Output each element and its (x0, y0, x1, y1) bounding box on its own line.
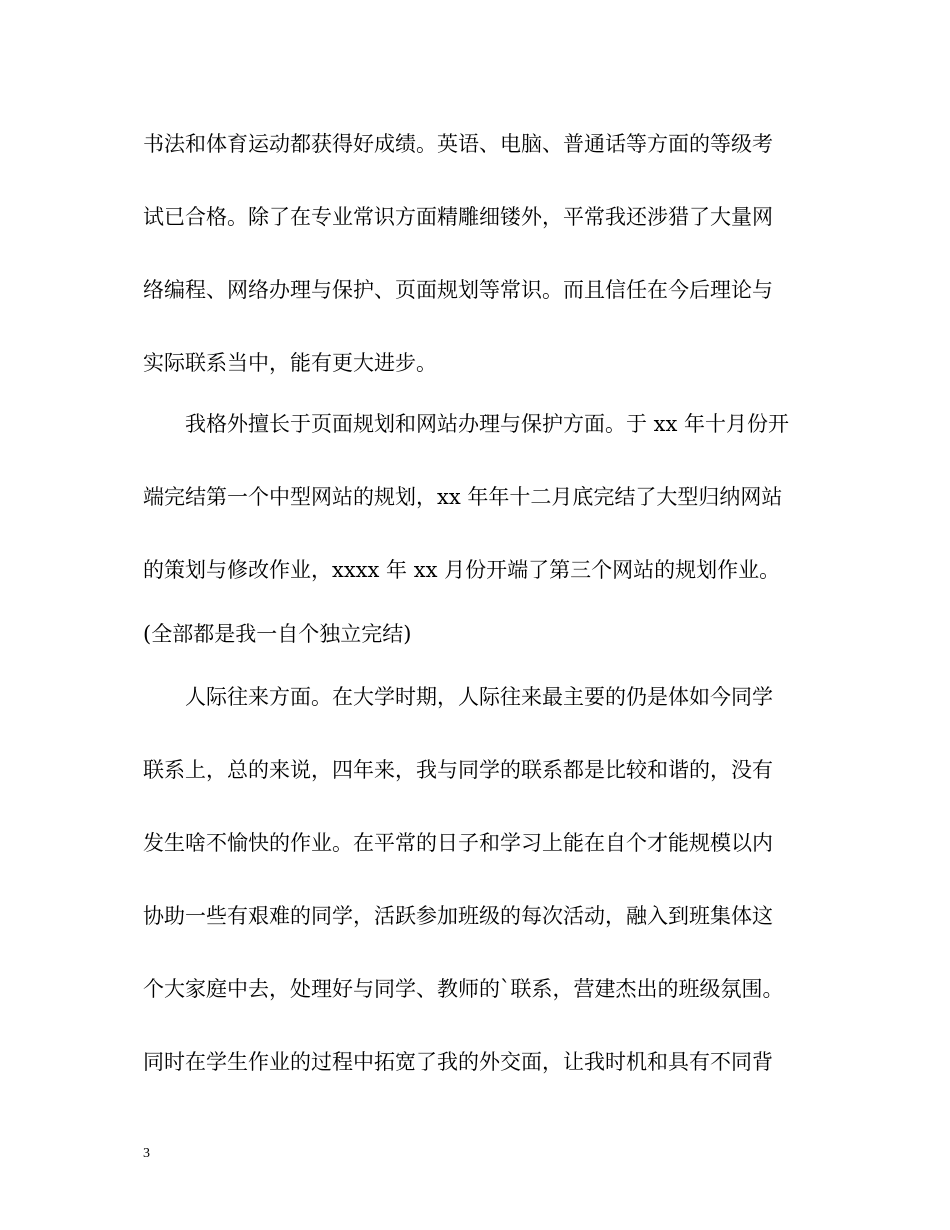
body-text-line: 协助一些有艰难的同学，活跃参加班级的每次活动，融入到班集体这 (143, 904, 773, 928)
body-text-line: 个大家庭中去，处理好与同学、教师的`联系，营建杰出的班级氛围。 (143, 977, 784, 1001)
body-text-line: (全部都是我一自个独立完结) (143, 622, 412, 646)
body-text-line: 发生啥不愉快的作业。在平常的日子和学习上能在自个才能规模以内 (143, 831, 773, 855)
body-text-line: 试已合格。除了在专业常识方面精雕细镂外，平常我还涉猎了大量网 (143, 205, 773, 229)
body-text-line: 人际往来方面。在大学时期，人际往来最主要的仍是体如今同学 (185, 685, 773, 709)
body-text-line: 书法和体育运动都获得好成绩。英语、电脑、普通话等方面的等级考 (143, 132, 773, 156)
body-text-line: 联系上，总的来说，四年来，我与同学的联系都是比较和谐的，没有 (143, 758, 773, 782)
body-text-line: 络编程、网络办理与保护、页面规划等常识。而且信任在今后理论与 (143, 278, 773, 302)
body-text-line: 的策划与修改作业，xxxx 年 xx 月份开端了第三个网站的规划作业。 (143, 558, 781, 582)
body-text-line: 实际联系当中，能有更大进步。 (143, 351, 437, 375)
body-text-line: 端完结第一个中型网站的规划，xx 年年十二月底完结了大型归纳网站 (143, 485, 783, 509)
body-text-line: 我格外擅长于页面规划和网站办理与保护方面。于 xx 年十月份开 (185, 412, 790, 436)
page-number: 3 (143, 1146, 150, 1161)
body-text-line: 同时在学生作业的过程中拓宽了我的外交面，让我时机和具有不同背 (143, 1050, 773, 1074)
